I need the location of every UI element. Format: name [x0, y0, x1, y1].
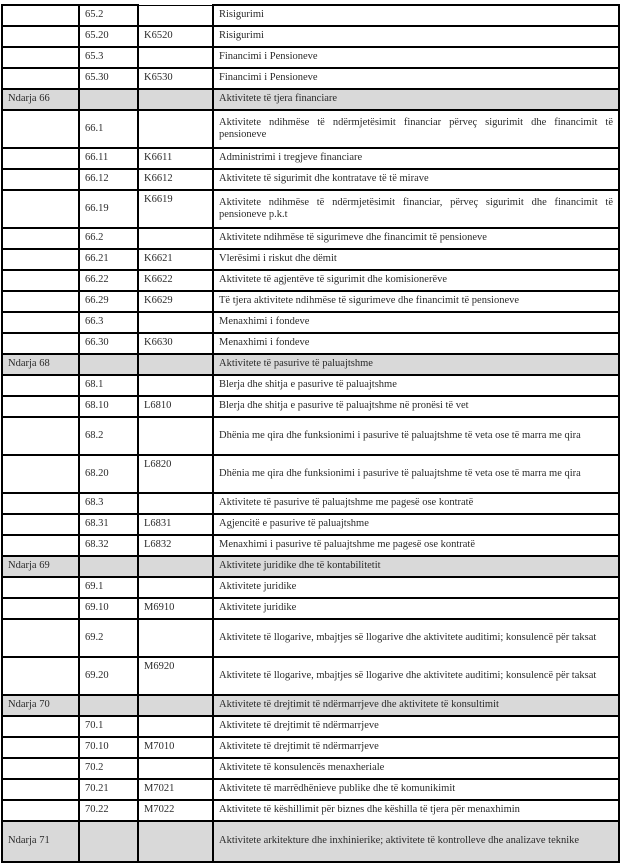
description-cell: Aktivitete të agjentëve të sigurimit dhe komisionerëve: [213, 270, 619, 291]
division-row: [2, 89, 619, 110]
division-cell: [2, 758, 79, 779]
table-row: [2, 375, 619, 396]
description-cell: Aktivitete të këshillimit për biznes dhe këshilla të tjera për menaxhimin: [213, 800, 619, 821]
kode-cell: [138, 821, 213, 862]
table-row: [2, 737, 619, 758]
code-cell: 69.2: [79, 619, 138, 657]
division-cell: [2, 68, 79, 89]
kode-cell: K6622: [138, 270, 213, 291]
code-cell: 68.2: [79, 417, 138, 455]
description-cell: Aktivitete juridike: [213, 598, 619, 619]
code-cell: 66.29: [79, 291, 138, 312]
code-cell: 65.3: [79, 47, 138, 68]
table-body: [2, 5, 619, 862]
description-cell: Aktivitete arkitekture dhe inxhinierike; aktivitete të kontrolleve dhe analizave teknike: [213, 821, 619, 862]
kode-cell: M6920: [138, 657, 213, 695]
division-cell: [2, 619, 79, 657]
code-cell: 70.10: [79, 737, 138, 758]
description-cell: Aktivitete juridike dhe të kontabilitetit: [213, 556, 619, 577]
kode-cell: L6832: [138, 535, 213, 556]
kode-cell: [138, 758, 213, 779]
table-row: [2, 455, 619, 493]
kode-cell: [138, 89, 213, 110]
kode-cell: [138, 716, 213, 737]
kode-cell: M7021: [138, 779, 213, 800]
division-cell: [2, 716, 79, 737]
code-cell: 68.10: [79, 396, 138, 417]
division-cell: [2, 493, 79, 514]
code-cell: 66.21: [79, 249, 138, 270]
kode-cell: K6629: [138, 291, 213, 312]
kode-cell: [138, 110, 213, 148]
table-row: [2, 598, 619, 619]
kode-cell: [138, 5, 213, 26]
description-cell: Aktivitete të drejtimit të ndërmarrjeve: [213, 737, 619, 758]
kode-cell: L6820: [138, 455, 213, 493]
division-cell: Ndarja 70: [2, 695, 79, 716]
code-cell: 66.22: [79, 270, 138, 291]
description-cell: Blerja dhe shitja e pasurive të paluajtshme në pronësi të vet: [213, 396, 619, 417]
description-cell: Dhënia me qira dhe funksionimi i pasurive të paluajtshme të veta ose të marra me qira: [213, 417, 619, 455]
division-cell: [2, 396, 79, 417]
description-cell: Aktivitete ndihmëse të ndërmjetësimit financiar përveç sigurimit dhe financimit të pensioneve: [213, 110, 619, 148]
description-cell: Aktivitete ndihmëse të sigurimeve dhe financimit të pensioneve: [213, 228, 619, 249]
code-cell: [79, 556, 138, 577]
division-cell: [2, 312, 79, 333]
description-cell: Aktivitete të drejtimit të ndërmarrjeve: [213, 716, 619, 737]
kode-cell: [138, 619, 213, 657]
division-cell: [2, 535, 79, 556]
description-cell: Blerja dhe shitja e pasurive të paluajtshme: [213, 375, 619, 396]
kode-cell: [138, 417, 213, 455]
division-cell: [2, 249, 79, 270]
table-row: [2, 249, 619, 270]
table-row: [2, 493, 619, 514]
description-cell: Vlerësimi i riskut dhe dëmit: [213, 249, 619, 270]
division-cell: [2, 291, 79, 312]
code-cell: 68.20: [79, 455, 138, 493]
division-cell: [2, 148, 79, 169]
description-cell: Risigurimi: [213, 26, 619, 47]
kode-cell: [138, 47, 213, 68]
code-cell: 66.3: [79, 312, 138, 333]
description-cell: Aktivitete ndihmëse të ndërmjetësimit financiar, përveç sigurimit dhe financimit të pensioneve p.k.t: [213, 190, 619, 228]
kode-cell: [138, 493, 213, 514]
table-row: [2, 68, 619, 89]
description-cell: Aktivitete të sigurimit dhe kontratave të të mirave: [213, 169, 619, 190]
division-row: [2, 695, 619, 716]
table-row: [2, 514, 619, 535]
table-row: [2, 396, 619, 417]
division-cell: [2, 270, 79, 291]
table-row: [2, 312, 619, 333]
table-row: [2, 190, 619, 228]
kode-cell: [138, 695, 213, 716]
division-cell: Ndarja 68: [2, 354, 79, 375]
table-row: [2, 619, 619, 657]
code-cell: [79, 89, 138, 110]
division-cell: [2, 375, 79, 396]
code-cell: 66.11: [79, 148, 138, 169]
division-cell: [2, 47, 79, 68]
table-row: [2, 779, 619, 800]
division-cell: [2, 333, 79, 354]
code-cell: 66.1: [79, 110, 138, 148]
kode-cell: [138, 228, 213, 249]
description-cell: Aktivitete të llogarive, mbajtjes së llogarive dhe aktivitete auditimi; konsulencë për taksat: [213, 619, 619, 657]
kode-cell: K6611: [138, 148, 213, 169]
division-cell: [2, 228, 79, 249]
code-cell: 70.1: [79, 716, 138, 737]
division-row: [2, 556, 619, 577]
kode-cell: [138, 577, 213, 598]
code-cell: 68.1: [79, 375, 138, 396]
code-cell: 68.3: [79, 493, 138, 514]
table-row: [2, 800, 619, 821]
code-cell: 70.2: [79, 758, 138, 779]
kode-cell: K6630: [138, 333, 213, 354]
division-cell: [2, 737, 79, 758]
table-row: [2, 535, 619, 556]
description-cell: Agjencitë e pasurive të paluajtshme: [213, 514, 619, 535]
division-cell: [2, 800, 79, 821]
kode-cell: K6621: [138, 249, 213, 270]
code-cell: 66.19: [79, 190, 138, 228]
division-cell: [2, 190, 79, 228]
division-cell: Ndarja 69: [2, 556, 79, 577]
code-cell: [79, 821, 138, 862]
code-cell: 70.21: [79, 779, 138, 800]
division-row: [2, 354, 619, 375]
division-cell: [2, 455, 79, 493]
code-cell: [79, 695, 138, 716]
description-cell: Aktivitete të konsulencës menaxheriale: [213, 758, 619, 779]
code-cell: 66.2: [79, 228, 138, 249]
table-row: [2, 417, 619, 455]
kode-cell: L6831: [138, 514, 213, 535]
description-cell: Dhënia me qira dhe funksionimi i pasurive të paluajtshme të veta ose të marra me qira: [213, 455, 619, 493]
description-cell: Aktivitete të llogarive, mbajtjes së llogarive dhe aktivitete auditimi; konsulencë për taksat: [213, 657, 619, 695]
description-cell: Të tjera aktivitete ndihmëse të sigurimeve dhe financimit të pensioneve: [213, 291, 619, 312]
kode-cell: [138, 312, 213, 333]
table-row: [2, 47, 619, 68]
code-cell: 69.20: [79, 657, 138, 695]
description-cell: Aktivitete të tjera financiare: [213, 89, 619, 110]
division-cell: [2, 779, 79, 800]
division-cell: [2, 514, 79, 535]
kode-cell: K6612: [138, 169, 213, 190]
table-row: [2, 270, 619, 291]
division-cell: [2, 169, 79, 190]
division-cell: [2, 5, 79, 26]
kode-cell: K6530: [138, 68, 213, 89]
kode-cell: K6520: [138, 26, 213, 47]
classification-table: [1, 4, 620, 863]
kode-cell: M7022: [138, 800, 213, 821]
code-cell: 69.10: [79, 598, 138, 619]
table-row: [2, 716, 619, 737]
division-cell: [2, 417, 79, 455]
description-cell: Aktivitete të pasurive të paluajtshme me pagesë ose kontratë: [213, 493, 619, 514]
table-row: [2, 5, 619, 26]
code-cell: [79, 354, 138, 375]
division-cell: [2, 577, 79, 598]
code-cell: 68.31: [79, 514, 138, 535]
kode-cell: [138, 556, 213, 577]
description-cell: Menaxhimi i fondeve: [213, 333, 619, 354]
table-row: [2, 26, 619, 47]
description-cell: Financimi i Pensioneve: [213, 47, 619, 68]
description-cell: Administrimi i tregjeve financiare: [213, 148, 619, 169]
table-row: [2, 333, 619, 354]
description-cell: Menaxhimi i pasurive të paluajtshme me pagesë ose kontratë: [213, 535, 619, 556]
description-cell: Aktivitete të pasurive të paluajtshme: [213, 354, 619, 375]
division-cell: Ndarja 71: [2, 821, 79, 862]
table-row: [2, 169, 619, 190]
description-cell: Aktivitete të drejtimit të ndërmarrjeve dhe aktivitete të konsultimit: [213, 695, 619, 716]
division-cell: Ndarja 66: [2, 89, 79, 110]
table-row: [2, 291, 619, 312]
table-row: [2, 148, 619, 169]
code-cell: 68.32: [79, 535, 138, 556]
description-cell: Risigurimi: [213, 5, 619, 26]
code-cell: 70.22: [79, 800, 138, 821]
kode-cell: [138, 354, 213, 375]
code-cell: 65.30: [79, 68, 138, 89]
description-cell: Financimi i Pensioneve: [213, 68, 619, 89]
division-row: [2, 821, 619, 862]
description-cell: Menaxhimi i fondeve: [213, 312, 619, 333]
division-cell: [2, 598, 79, 619]
division-cell: [2, 657, 79, 695]
code-cell: 66.30: [79, 333, 138, 354]
code-cell: 69.1: [79, 577, 138, 598]
table-row: [2, 577, 619, 598]
division-cell: [2, 110, 79, 148]
code-cell: 65.20: [79, 26, 138, 47]
description-cell: Aktivitete të marrëdhënieve publike dhe të komunikimit: [213, 779, 619, 800]
kode-cell: K6619: [138, 190, 213, 228]
code-cell: 66.12: [79, 169, 138, 190]
kode-cell: M7010: [138, 737, 213, 758]
code-cell: 65.2: [79, 5, 138, 26]
table-row: [2, 228, 619, 249]
kode-cell: M6910: [138, 598, 213, 619]
kode-cell: [138, 375, 213, 396]
table-row: [2, 657, 619, 695]
description-cell: Aktivitete juridike: [213, 577, 619, 598]
table-row: [2, 110, 619, 148]
table-row: [2, 758, 619, 779]
division-cell: [2, 26, 79, 47]
kode-cell: L6810: [138, 396, 213, 417]
